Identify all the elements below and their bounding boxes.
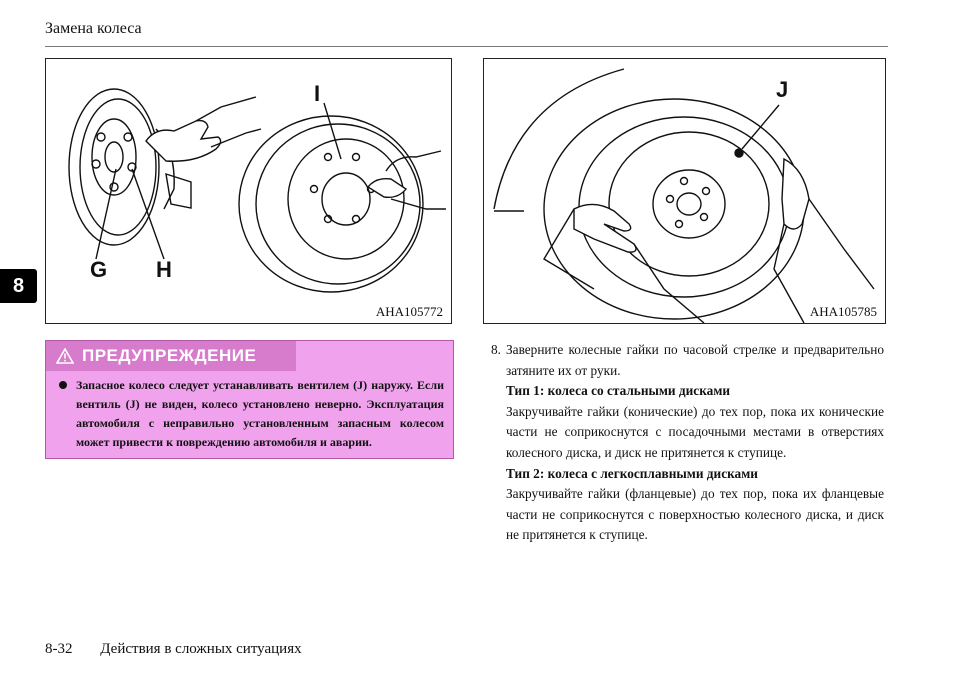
warning-title: ПРЕДУПРЕЖДЕНИЕ <box>82 346 257 365</box>
hub-and-wheel-illustration <box>46 59 451 323</box>
figure-code: AHA105785 <box>809 304 877 319</box>
type1-text: Закручивайте гайки (конические) до тех пор, пока их конические части не соприкоснутся с посадочными местами в отверстиях колесного диска, и диск не притянется к ступице. <box>506 403 884 460</box>
type2-title: Тип 2: колеса с легкосплавными дисками <box>506 465 758 481</box>
step-text: Заверните колесные гайки по часовой стрелке и предварительно затяните их от руки. <box>506 342 884 378</box>
page-header-title: Замена колеса <box>45 20 142 37</box>
page-footer <box>45 641 302 658</box>
section-title: Действия в сложных ситуациях <box>100 641 302 657</box>
step-intro <box>491 340 884 381</box>
figure-code: AHA105772 <box>375 304 443 319</box>
warning-header <box>46 341 296 371</box>
figure-hub-studs <box>45 58 452 324</box>
callout-h: H <box>156 257 172 282</box>
chapter-tab: 8 <box>0 269 37 303</box>
warning-text: Запасное колесо следует устанавливать вентилем (J) наружу. Если вентиль (J) не виден, колесо установлено неверно. Эксплуатация автомобиля с неправильно установленным запасным колесом может привести к повреждению автомобиля и аварии. <box>76 378 444 449</box>
callout-g: G <box>90 257 108 282</box>
warning-triangle-icon <box>56 348 74 364</box>
callout-j: J <box>776 77 789 102</box>
mount-wheel-illustration <box>484 59 885 323</box>
header-divider <box>45 46 888 47</box>
page-number: 8-32 <box>45 641 73 657</box>
bullet-icon <box>59 381 67 389</box>
step-8 <box>491 340 884 546</box>
type2-text: Закручивайте гайки (фланцевые) до тех пор, пока их фланцевые части не соприкоснутся с поверхностью колесного диска, и диск не притянется к ступице. <box>506 486 884 543</box>
warning-box <box>45 340 454 459</box>
type1-title: Тип 1: колеса со стальными дисками <box>506 383 731 399</box>
callout-i: I <box>314 81 321 106</box>
figure-valve-outward <box>483 58 886 324</box>
step-number: 8. <box>491 342 501 357</box>
